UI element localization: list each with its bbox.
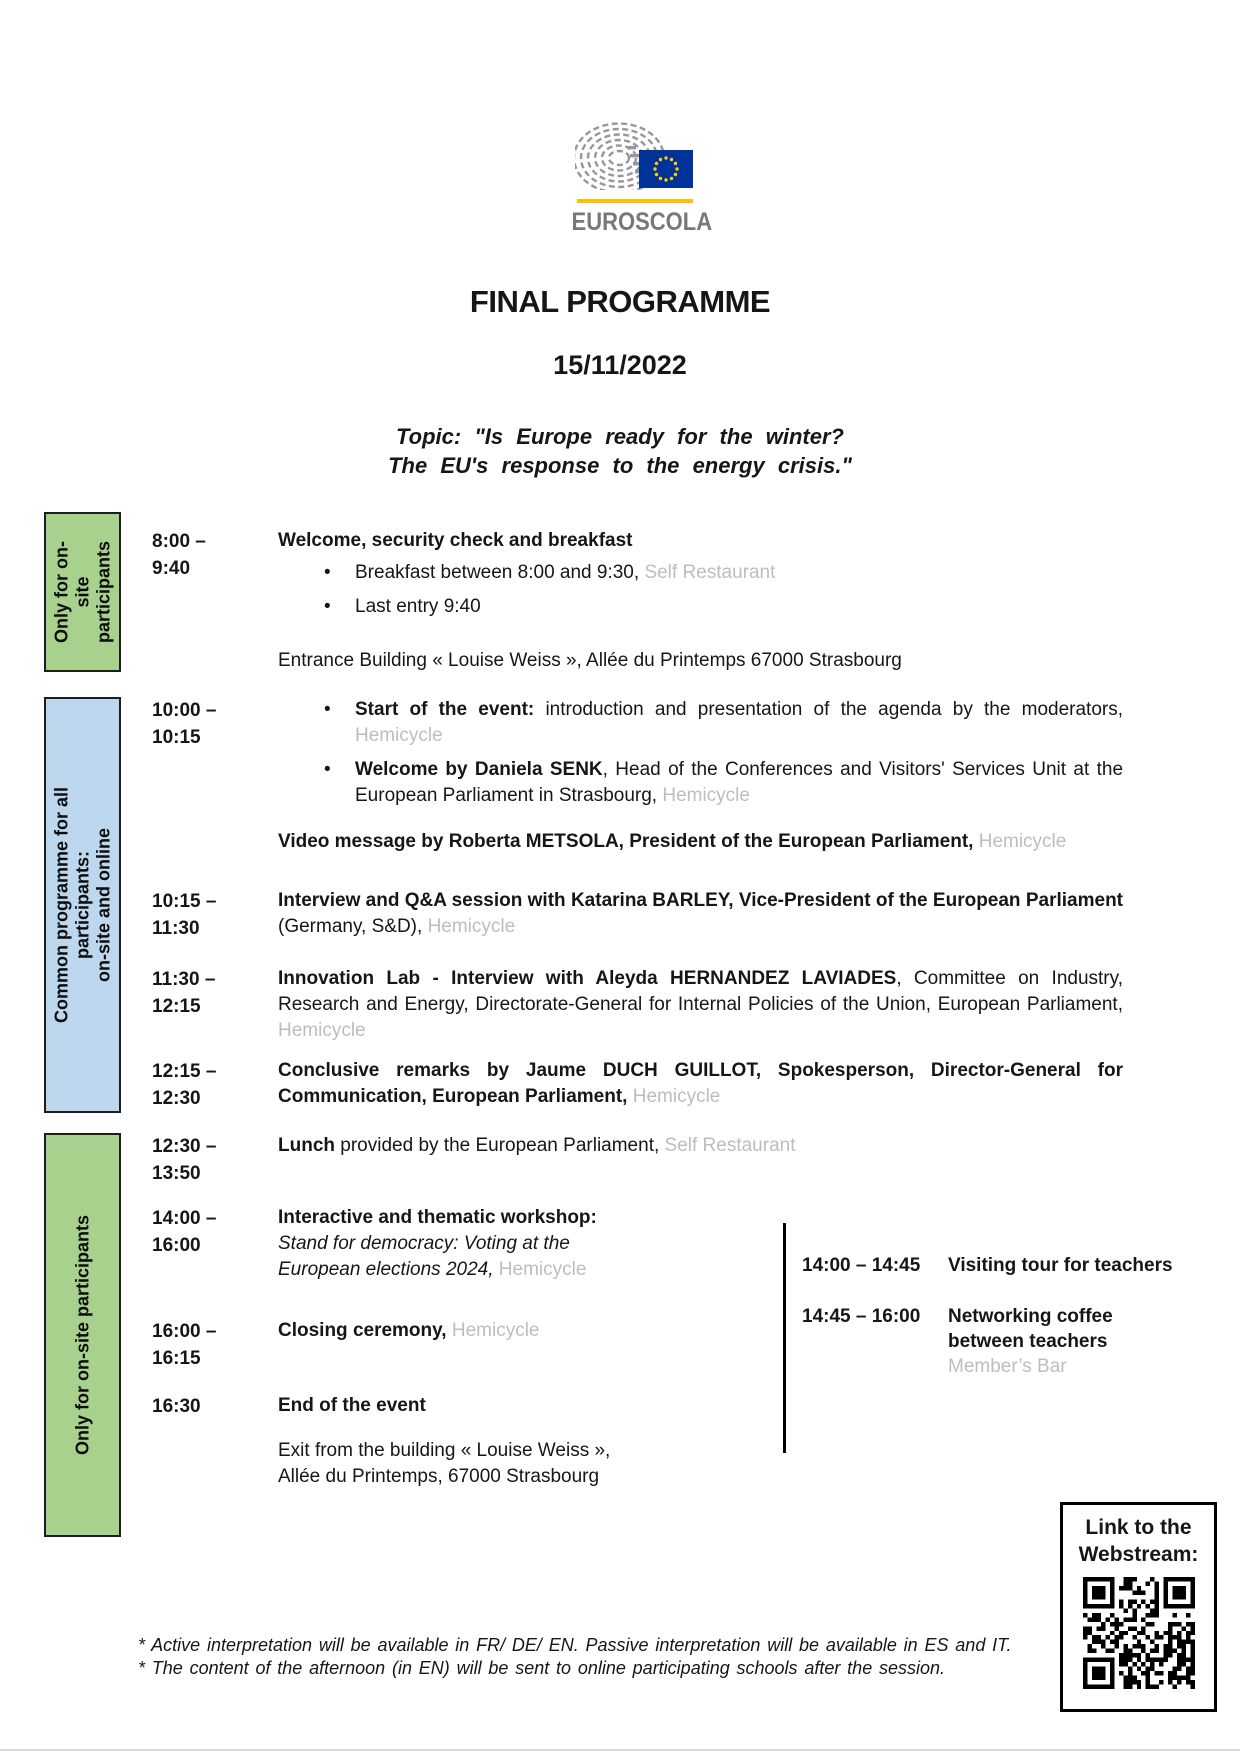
entry-title: Networking coffee between teachers Member’s Bar bbox=[948, 1304, 1188, 1379]
entry-content: Innovation Lab - Interview with Aleyda HERNANDEZ LAVIADES, Committee on Industry, Research and Energy, Directorate-General for Internal Policies of the Union, European Parliament, Hemicycle bbox=[278, 968, 1124, 1041]
location-label: Hemicycle bbox=[278, 1020, 366, 1041]
entry-time: 10:15 – 11:30 bbox=[152, 891, 217, 939]
bullet-item: • Start of the event: introduction and presentation of the agenda by the moderators, Hemicycle bbox=[278, 697, 1123, 749]
document-title: FINAL PROGRAMME bbox=[469, 284, 771, 319]
sidebar-label-onsite-top bbox=[44, 512, 121, 672]
entry-content: Interview and Q&A session with Katarina BARLEY, Vice-President of the European Parliament (Germany, S&D), Hemicycle bbox=[278, 890, 1123, 937]
footnotes bbox=[138, 1634, 1011, 1680]
footnote-2: * The content of the afternoon (in EN) will be sent to online participating schools after the session. bbox=[138, 1658, 946, 1678]
topic-line-2: The EU's response to the energy crisis." bbox=[388, 453, 852, 478]
qr-code bbox=[1083, 1577, 1195, 1689]
location-label: Self Restaurant bbox=[664, 1135, 796, 1156]
location-label: Hemicycle bbox=[498, 1259, 587, 1280]
video-message: Video message by Roberta METSOLA, President of the European Parliament, Hemicycle bbox=[278, 831, 1067, 852]
eu-flag-icon bbox=[639, 150, 693, 188]
logo-brand-text: EUROSCOLA bbox=[571, 208, 713, 236]
teachers-entry-networking-coffee bbox=[802, 1304, 1188, 1379]
entry-time: 14:45 – 16:00 bbox=[802, 1306, 921, 1327]
entry-time: 11:30 – 12:15 bbox=[152, 969, 216, 1017]
webstream-label: Link to the Webstream: bbox=[1078, 1516, 1199, 1566]
location-label: Hemicycle bbox=[427, 916, 516, 937]
location-label: Self Restaurant bbox=[644, 562, 776, 583]
entry-time: 8:00 – 9:40 bbox=[152, 531, 206, 579]
entry-content bbox=[278, 697, 1123, 855]
topic-line-1: Topic: "Is Europe ready for the winter? bbox=[396, 424, 844, 449]
location-label: Hemicycle bbox=[632, 1086, 721, 1107]
entry-time: 14:00 – 14:45 bbox=[802, 1255, 921, 1276]
sidebar-label-common-programme bbox=[44, 697, 121, 1113]
logo-accent-line bbox=[577, 199, 693, 203]
entry-time: 14:00 – 16:00 bbox=[152, 1208, 217, 1256]
entry-time: 12:15 – 12:30 bbox=[152, 1061, 217, 1109]
event-date: 15/11/2022 bbox=[553, 350, 687, 380]
bullet-item: • Last entry 9:40 bbox=[278, 594, 1123, 620]
entry-title: Welcome, security check and breakfast bbox=[278, 530, 633, 551]
sidebar-label-line: site bbox=[72, 576, 92, 608]
bullet-item: • Breakfast between 8:00 and 9:30, Self Restaurant bbox=[278, 560, 1123, 586]
entry-title: Visiting tour for teachers bbox=[948, 1255, 1173, 1276]
sidebar-label-onsite-bottom bbox=[44, 1133, 121, 1537]
entry-content bbox=[278, 528, 1123, 620]
sidebar-label-line: participants: bbox=[72, 850, 92, 960]
sidebar-label-line: Common programme for all bbox=[51, 786, 71, 1024]
entry-content: Conclusive remarks by Jaume DUCH GUILLOT, Spokesperson, Director-General for Communication, European Parliament, Hemicycle bbox=[278, 1060, 1123, 1107]
hemicycle-logo-icon bbox=[575, 118, 693, 190]
location-label: Member’s Bar bbox=[948, 1356, 1067, 1377]
location-label: Hemicycle bbox=[451, 1320, 540, 1341]
entrance-note: Entrance Building « Louise Weiss », Allée du Printemps 67000 Strasbourg bbox=[278, 650, 902, 671]
location-label: Hemicycle bbox=[355, 725, 443, 746]
entry-content: Lunch provided by the European Parliament, Self Restaurant bbox=[278, 1135, 796, 1156]
sidebar-label-line: Only for on- bbox=[51, 541, 71, 643]
sidebar-label-line: on-site and online bbox=[93, 828, 113, 983]
entry-time: 16:00 – 16:15 bbox=[152, 1321, 217, 1369]
webstream-box bbox=[1060, 1502, 1217, 1712]
location-label: Hemicycle bbox=[662, 785, 750, 806]
sidebar-label-line: Only for on-site participants bbox=[72, 1214, 92, 1456]
entry-content: End of the event bbox=[278, 1395, 426, 1416]
entry-content: Closing ceremony, Hemicycle bbox=[278, 1320, 540, 1341]
european-parliament-logo bbox=[575, 118, 693, 196]
page-bottom-edge bbox=[0, 1749, 1240, 1751]
entry-time: 10:00 – 10:15 bbox=[152, 700, 217, 748]
sidebar-label-line: participants bbox=[93, 540, 113, 644]
entry-content: Interactive and thematic workshop: Stand for democracy: Voting at the European elections 2024, Hemicycle bbox=[278, 1207, 597, 1280]
location-label: Hemicycle bbox=[978, 831, 1067, 852]
teachers-entry-visiting-tour bbox=[802, 1253, 1188, 1278]
footnote-1: * Active interpretation will be available in FR/ DE/ EN. Passive interpretation will be available in ES and IT. bbox=[138, 1635, 1012, 1655]
bullet-item: • Welcome by Daniela SENK, Head of the Conferences and Visitors' Services Unit at the European Parliament in Strasbourg, Hemicycle bbox=[278, 757, 1123, 809]
entry-time: 12:30 – 13:50 bbox=[152, 1136, 217, 1184]
exit-note: Exit from the building « Louise Weiss », Allée du Printemps, 67000 Strasbourg bbox=[278, 1440, 611, 1487]
entry-time: 16:30 bbox=[152, 1396, 201, 1417]
teachers-divider-line bbox=[783, 1223, 786, 1453]
